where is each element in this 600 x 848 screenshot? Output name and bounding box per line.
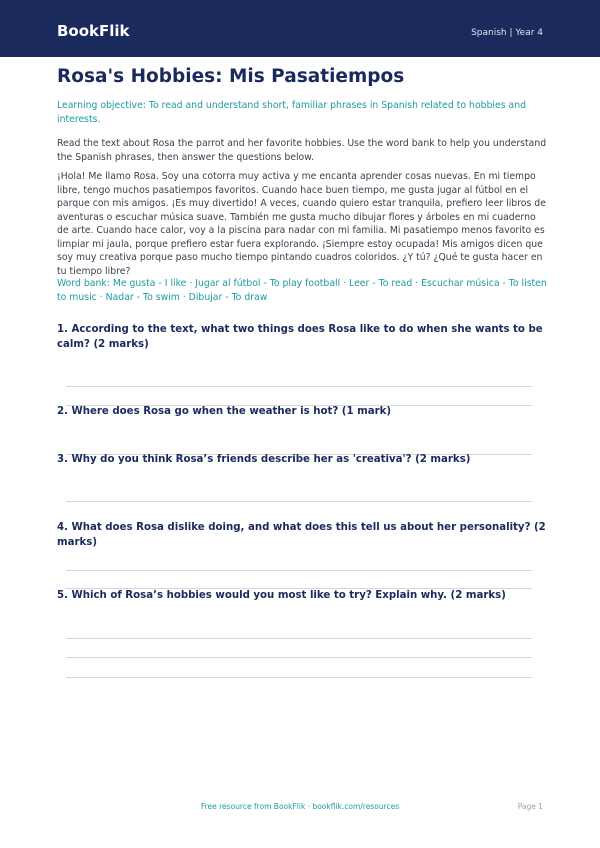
answer-line[interactable] (66, 501, 532, 502)
question-2: 2. Where does Rosa go when the weather is hot? (1 mark) (57, 406, 392, 417)
subject-year-label: Spanish | Year 4 (471, 28, 543, 38)
brand-logo[interactable]: BookFlik (57, 22, 130, 40)
header-bar (0, 0, 600, 57)
reading-passage: ¡Hola! Me llamo Rosa. Soy una cotorra muy activa y me encanta aprender cosas nuevas. En mi tiempo libre, tengo muchos pasatiempos favoritos. Cuando hace buen tiempo, me gusta jugar al fútbol en el parque con mis amigos. ¡Es muy divertido! A veces, cuando quiero estar tranquila, prefiero leer libros de aventuras o escuchar música suave. También me gusta mucho dibujar flores y árboles en mi cuaderno de arte. Cuando hace calor, voy a la piscina para nadar con mi familia. Mi pasatiempo menos favorito es limpiar mi jaula, porque prefiero estar fuera explorando. ¡Siempre estoy ocupada! Mis amigos dicen que soy muy creativa porque paso mucho tiempo pintando cuadros coloridos. ¿Y tú? ¿Qué te gusta hacer en tu tiempo libre? (57, 171, 546, 277)
question-1: 1. According to the text, what two things does Rosa like to do when she wants to be calm? (2 marks) (57, 324, 543, 350)
instructions: Read the text about Rosa the parrot and her favorite hobbies. Use the word bank to help you understand the Spanish phrases, then answer the questions below. (57, 138, 547, 163)
question-3: 3. Why do you think Rosa’s friends describe her as 'creativa'? (2 marks) (57, 454, 471, 465)
question-5: 5. Which of Rosa’s hobbies would you most like to try? Explain why. (2 marks) (57, 590, 506, 601)
answer-line[interactable] (66, 638, 532, 639)
answer-line[interactable] (66, 570, 532, 571)
footer-link[interactable]: Free resource from BookFlik · bookflik.com/resources (200, 802, 400, 811)
answer-line[interactable] (66, 677, 532, 678)
question-4: 4. What does Rosa dislike doing, and what does this tell us about her personality? (2 marks) (57, 522, 546, 548)
answer-line[interactable] (66, 386, 532, 387)
page-number: Page 1 (517, 802, 543, 811)
learning-objective: Learning objective: To read and understand short, familiar phrases in Spanish related to hobbies and interests. (57, 100, 527, 125)
word-bank: Word bank: Me gusta - I like · Jugar al fútbol - To play football · Leer - To read · Escuchar música - To listen to music · Nadar - To swim · Dibujar - To draw (57, 278, 547, 303)
page-title: Rosa's Hobbies: Mis Pasatiempos (57, 66, 405, 87)
answer-line[interactable] (66, 657, 532, 658)
